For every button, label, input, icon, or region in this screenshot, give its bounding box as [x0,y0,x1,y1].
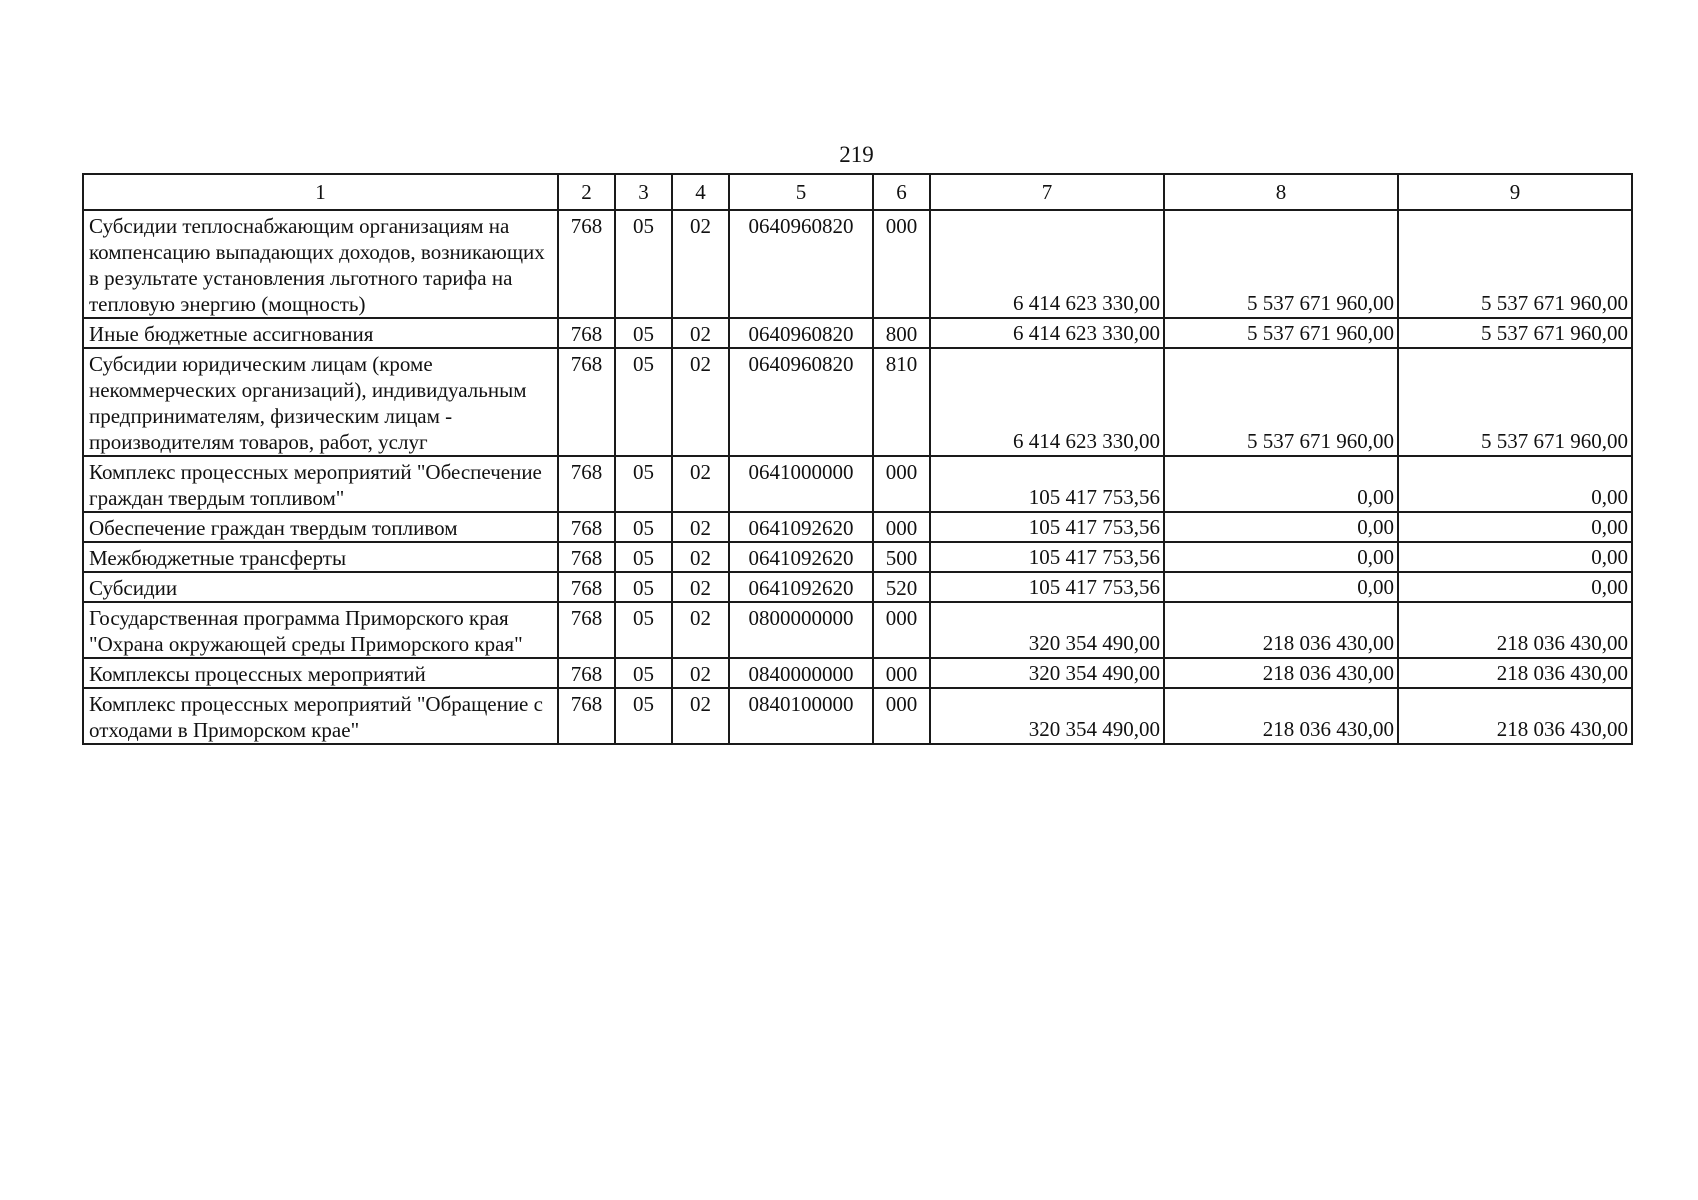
code-cell: 000 [873,658,930,688]
amount-cell: 5 537 671 960,00 [1164,210,1398,318]
code-cell: 02 [672,512,729,542]
code-cell: 0840000000 [729,658,873,688]
code-cell: 0640960820 [729,210,873,318]
code-cell: 810 [873,348,930,456]
row-name-cell: Межбюджетные трансферты [83,542,558,572]
code-cell: 000 [873,688,930,744]
code-cell: 0641000000 [729,456,873,512]
header-cell: 8 [1164,174,1398,210]
code-cell: 05 [615,542,672,572]
amount-cell: 5 537 671 960,00 [1398,210,1632,318]
code-cell: 02 [672,456,729,512]
amount-cell: 0,00 [1398,456,1632,512]
table-row [83,318,1632,348]
code-cell: 05 [615,210,672,318]
row-name-cell: Субсидии [83,572,558,602]
header-cell: 1 [83,174,558,210]
code-cell: 768 [558,456,615,512]
code-cell: 0640960820 [729,318,873,348]
code-cell: 000 [873,456,930,512]
amount-cell: 0,00 [1398,512,1632,542]
row-name-cell: Обеспечение граждан твердым топливом [83,512,558,542]
code-cell: 768 [558,318,615,348]
amount-cell: 5 537 671 960,00 [1164,348,1398,456]
code-cell: 02 [672,210,729,318]
table-row [83,542,1632,572]
header-cell: 6 [873,174,930,210]
code-cell: 02 [672,572,729,602]
row-name-cell: Государственная программа Приморского края "Охрана окружающей среды Приморского края" [83,602,558,658]
table-row [83,210,1632,318]
code-cell: 000 [873,602,930,658]
amount-cell: 0,00 [1164,456,1398,512]
header-cell: 5 [729,174,873,210]
header-cell: 3 [615,174,672,210]
page-number: 219 [839,142,874,167]
code-cell: 500 [873,542,930,572]
amount-cell: 105 417 753,56 [930,542,1164,572]
code-cell: 768 [558,688,615,744]
table-row [83,658,1632,688]
table-row [83,512,1632,542]
code-cell: 02 [672,602,729,658]
header-cell: 2 [558,174,615,210]
amount-cell: 5 537 671 960,00 [1398,348,1632,456]
code-cell: 800 [873,318,930,348]
code-cell: 768 [558,512,615,542]
amount-cell: 320 354 490,00 [930,688,1164,744]
table-row [83,348,1632,456]
amount-cell: 218 036 430,00 [1398,658,1632,688]
code-cell: 02 [672,542,729,572]
amount-cell: 105 417 753,56 [930,572,1164,602]
code-cell: 02 [672,348,729,456]
row-name-cell: Комплекс процессных мероприятий "Обращение с отходами в Приморском крае" [83,688,558,744]
amount-cell: 218 036 430,00 [1398,688,1632,744]
amount-cell: 6 414 623 330,00 [930,210,1164,318]
code-cell: 05 [615,348,672,456]
header-cell: 7 [930,174,1164,210]
code-cell: 05 [615,512,672,542]
code-cell: 0641092620 [729,572,873,602]
amount-cell: 6 414 623 330,00 [930,318,1164,348]
amount-cell: 105 417 753,56 [930,456,1164,512]
row-name-cell: Комплекс процессных мероприятий "Обеспечение граждан твердым топливом" [83,456,558,512]
header-cell: 9 [1398,174,1632,210]
code-cell: 768 [558,348,615,456]
code-cell: 768 [558,542,615,572]
code-cell: 05 [615,318,672,348]
code-cell: 0641092620 [729,512,873,542]
amount-cell: 6 414 623 330,00 [930,348,1164,456]
table-row [83,602,1632,658]
code-cell: 02 [672,318,729,348]
amount-cell: 218 036 430,00 [1164,658,1398,688]
amount-cell: 0,00 [1398,542,1632,572]
code-cell: 0800000000 [729,602,873,658]
amount-cell: 218 036 430,00 [1164,688,1398,744]
code-cell: 768 [558,210,615,318]
code-cell: 05 [615,602,672,658]
amount-cell: 0,00 [1164,572,1398,602]
amount-cell: 5 537 671 960,00 [1164,318,1398,348]
table-row [83,456,1632,512]
code-cell: 05 [615,658,672,688]
code-cell: 768 [558,602,615,658]
amount-cell: 0,00 [1164,542,1398,572]
code-cell: 000 [873,210,930,318]
table-header-row [83,174,1632,210]
code-cell: 05 [615,688,672,744]
header-cell: 4 [672,174,729,210]
amount-cell: 320 354 490,00 [930,602,1164,658]
code-cell: 02 [672,688,729,744]
row-name-cell: Иные бюджетные ассигнования [83,318,558,348]
row-name-cell: Комплексы процессных мероприятий [83,658,558,688]
code-cell: 05 [615,456,672,512]
code-cell: 05 [615,572,672,602]
code-cell: 02 [672,658,729,688]
amount-cell: 105 417 753,56 [930,512,1164,542]
code-cell: 0840100000 [729,688,873,744]
code-cell: 0641092620 [729,542,873,572]
amount-cell: 0,00 [1398,572,1632,602]
code-cell: 000 [873,512,930,542]
amount-cell: 320 354 490,00 [930,658,1164,688]
amount-cell: 218 036 430,00 [1398,602,1632,658]
amount-cell: 218 036 430,00 [1164,602,1398,658]
table-row [83,688,1632,744]
amount-cell: 0,00 [1164,512,1398,542]
row-name-cell: Субсидии теплоснабжающим организациям на компенсацию выпадающих доходов, возникающих в результате установления льготного тарифа на тепловую энергию (мощность) [83,210,558,318]
budget-table [82,173,1633,745]
code-cell: 768 [558,658,615,688]
code-cell: 768 [558,572,615,602]
code-cell: 520 [873,572,930,602]
row-name-cell: Субсидии юридическим лицам (кроме некоммерческих организаций), индивидуальным предпринимателям, физическим лицам - производителям товаров, работ, услуг [83,348,558,456]
code-cell: 0640960820 [729,348,873,456]
amount-cell: 5 537 671 960,00 [1398,318,1632,348]
table-row [83,572,1632,602]
